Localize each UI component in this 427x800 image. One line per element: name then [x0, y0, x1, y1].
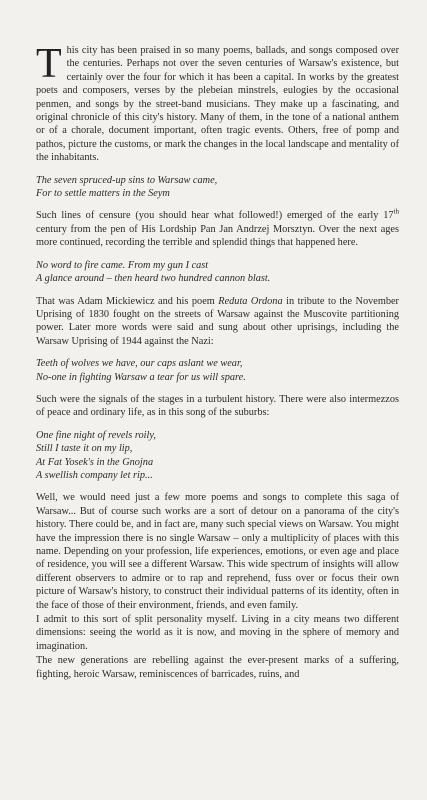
verse-morsztyn — [36, 174, 399, 201]
verse-line: No word to fire came. From my gun I cast — [36, 259, 209, 271]
verse-line: The seven spruced-up sins to Warsaw came, — [36, 174, 218, 186]
paragraph-new-generations: The new generations are rebelling against the ever-present marks of a suffering, fighting, heroic Warsaw, reminiscences of barricades, ruins, and — [36, 655, 399, 680]
poem-title: Reduta Ordona — [218, 295, 283, 307]
verse-line: Still I taste it on my lip, — [36, 443, 133, 455]
paragraph-signals: Such were the signals of the stages in a turbulent history. There were also intermezzos of peace and ordinary life, as in this song of the suburbs: — [36, 393, 399, 419]
superscript: th — [393, 208, 399, 217]
verse-mickiewicz — [36, 259, 399, 286]
verse-line: Teeth of wolves we have, our caps aslant we wear, — [36, 358, 243, 370]
paragraph-split-personality: I admit to this sort of split personality myself. Living in a city means two different dimensions: seeing the world as it is now, and moving in the sphere of memory and imagination. — [36, 614, 399, 652]
paragraph-reduta — [36, 295, 399, 349]
paragraph-text: That was Adam Mickiewicz and his poem — [36, 295, 219, 307]
verse-line: At Fat Yosek's in the Gnojna — [36, 456, 154, 468]
verse-line: No-one in fighting Warsaw a tear for us will spare. — [36, 371, 246, 383]
verse-line: A glance around – then heard two hundred cannon blast. — [36, 273, 271, 285]
paragraph-saga: Well, we would need just a few more poems and songs to complete this saga of Warsaw... But of course such works are a sort of detour on a panorama of the city's history. There could be, and in fact are, many such special views on Warsaw. You might have the impression there is no single Warsaw – only a multiplicity of places with this name. Depending on your profession, life experiences, emotions, or even age and place of residence, you will see a different Warsaw. This wide spectrum of insights will allow different observers to admire or to rap and reprehend, fuss over or focus their own picture of Warsaw's history, to construct their individual patterns of its identity, often in the face of those of their environment, friends, and even family. — [36, 492, 399, 611]
verse-line: For to settle matters in the Seym — [36, 188, 170, 200]
intro-paragraph — [36, 41, 399, 165]
verse-line: One fine night of revels roily, — [36, 429, 156, 441]
paragraph-text: in tribute to the November Uprising of 1830 fought on the streets of Warsaw against the Muscovite partitioning power. Later more words were said and sung about other uprisings, including the Warsaw Uprising of 1944 against the Nazi: — [36, 295, 399, 347]
intro-text: his city has been praised in so many poems, ballads, and songs composed over the centuries. Perhaps not over the seven centuries of Warsaw's existence, but certainly over the four for which it has been a capital. In works by the greatest poets and composers, verses by the plebeian minstrels, eulogies by the occasional penmen, and songs by the street-band musicians. They make up a fascinating, and original chronicle of this city's history. Many of them, in the tone of a national anthem or of a chorale, document important, often tragic events. Others, free of pomp and pathos, picture the customs, or mark the changes in the local landscape and mentality of the inhabitants. — [36, 45, 399, 164]
paragraph-text: century from the pen of His Lordship Pan Jan Andrzej Morsztyn. Over the next ages more continued, recording the terrible and splendid things that happened here. — [36, 223, 399, 249]
paragraph-morsztyn — [36, 209, 399, 249]
paragraph-text: Such lines of censure (you should hear what followed!) emerged of the early 17 — [36, 210, 394, 222]
verse-suburbs — [36, 429, 399, 483]
verse-uprising — [36, 357, 399, 384]
verse-line: A swellish company let rip... — [36, 469, 153, 481]
drop-cap: T — [36, 41, 62, 87]
